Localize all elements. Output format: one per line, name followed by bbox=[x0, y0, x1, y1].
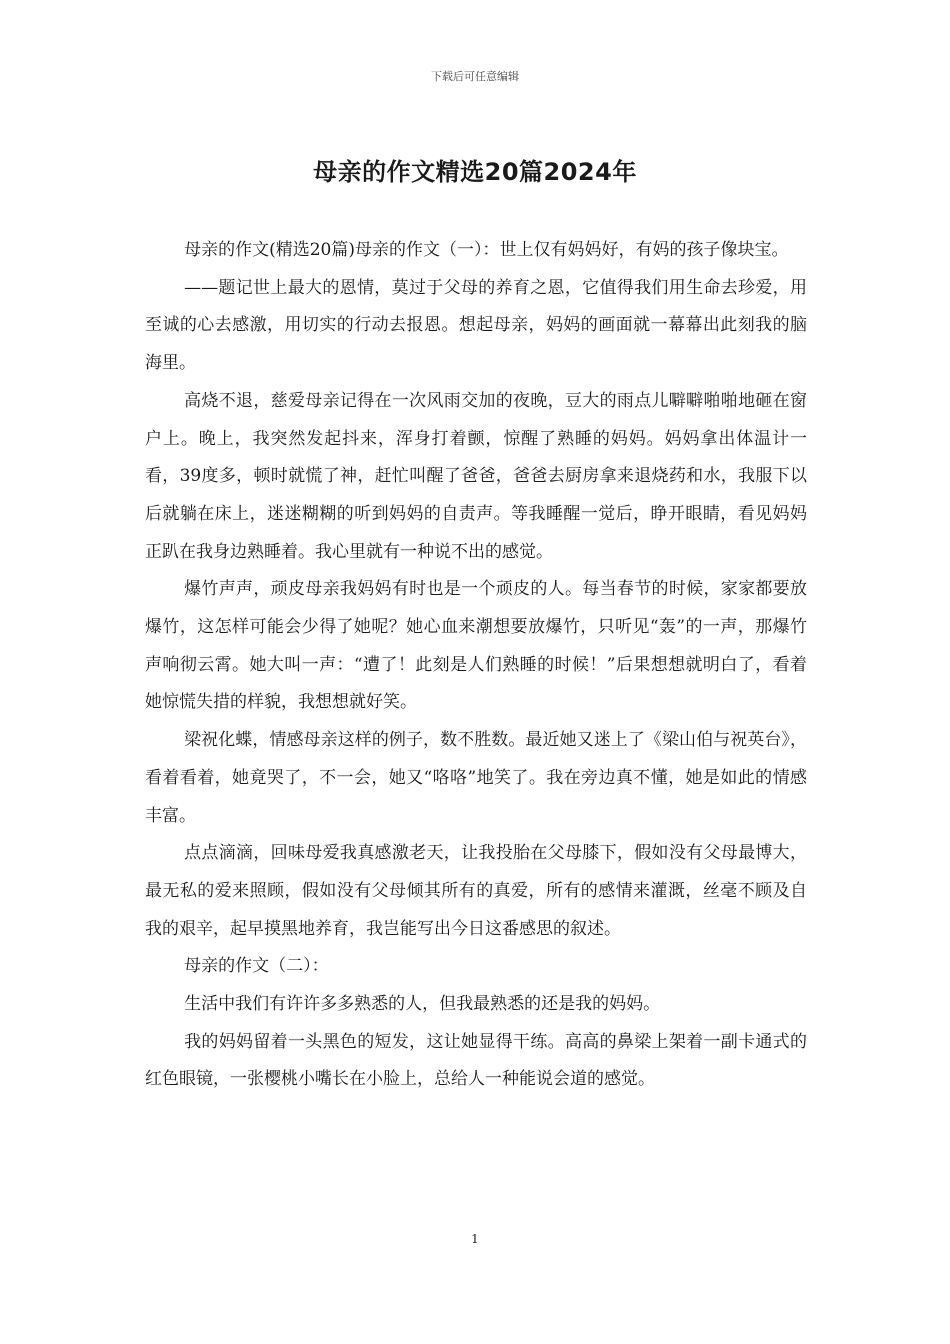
paragraph: 爆竹声声，顽皮母亲我妈妈有时也是一个顽皮的人。每当春节的时候，家家都要放爆竹，这怎样可能会少得了她呢？她心血来潮想要放爆竹，只听见“轰”的一声，那爆竹声响彻云霄。她大叫一声：“遭了！此刻是人们熟睡的时候！”后果想想就明白了，看着她惊慌失措的样貌，我想想就好笑。 bbox=[145, 579, 807, 713]
header-note: 下载后可任意编辑 bbox=[431, 70, 519, 83]
paragraph: 生活中我们有许许多多熟悉的人，但我最熟悉的还是我的妈妈。 bbox=[184, 994, 661, 1015]
document-body bbox=[145, 232, 807, 1099]
paragraph: 我的妈妈留着一头黑色的短发，这让她显得干练。高高的鼻梁上架着一副卡通式的红色眼镜，一张樱桃小嘴长在小脸上，总给人一种能说会道的感觉。 bbox=[145, 1031, 807, 1090]
section-heading: 母亲的作文（二）： bbox=[184, 956, 329, 977]
paragraph: 梁祝化蝶，情感母亲这样的例子，数不胜数。最近她又迷上了《梁山伯与祝英台》，看着看着，她竟哭了，不一会，她又“咯咯”地笑了。我在旁边真不懂，她是如此的情感丰富。 bbox=[145, 730, 807, 826]
paragraph: ——题记世上最大的恩情，莫过于父母的养育之恩，它值得我们用生命去珍爱，用至诚的心去感激，用切实的行动去报恩。想起母亲，妈妈的画面就一幕幕出此刻我的脑海里。 bbox=[145, 277, 807, 374]
paragraph: 点点滴滴，回味母爱我真感激老天，让我投胎在父母膝下，假如没有父母最博大，最无私的爱来照顾，假如没有父母倾其所有的真爱，所有的感情来灌溉，丝毫不顾及自我的艰辛，起早摸黑地养育，我岂能写出今日这番感思的叙述。 bbox=[145, 843, 807, 939]
paragraph: 母亲的作文(精选20篇)母亲的作文（一）：世上仅有妈妈好，有妈的孩子像块宝。 bbox=[184, 240, 789, 260]
document-title: 母亲的作文精选20篇2024年 bbox=[313, 158, 637, 186]
paragraph: 高烧不退，慈爱母亲记得在一次风雨交加的夜晚，豆大的雨点儿噼噼啪啪地砸在窗户上。晚上，我突然发起抖来，浑身打着颤，惊醒了熟睡的妈妈。妈妈拿出体温计一看，39度多，顿时就慌了神，赶忙叫醒了爸爸，爸爸去厨房拿来退烧药和水，我服下以后就躺在床上，迷迷糊糊的听到妈妈的自责声。等我睡醒一觉后，睁开眼睛，看见妈妈正趴在我身边熟睡着。我心里就有一种说不出的感觉。 bbox=[145, 390, 807, 562]
page-number: 1 bbox=[471, 1232, 479, 1246]
